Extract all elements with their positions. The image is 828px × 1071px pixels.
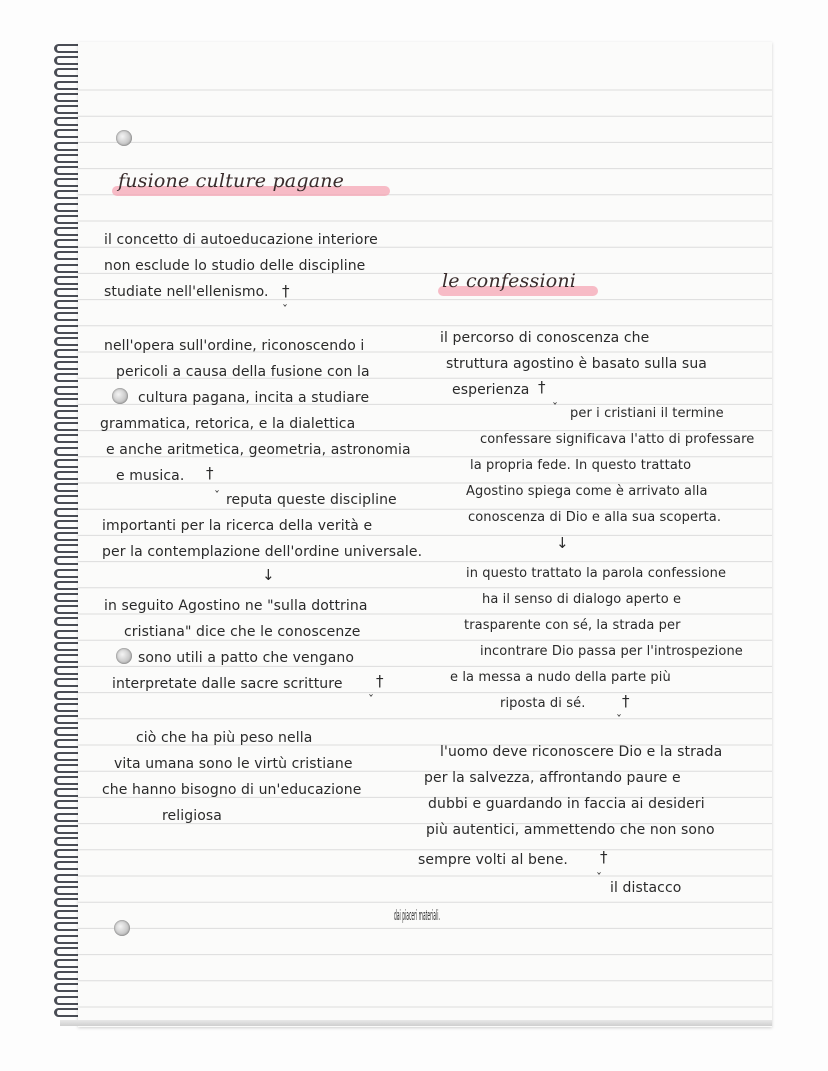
page-bottom-edge (60, 1020, 772, 1026)
left-b2-line-6: e musica. (116, 468, 185, 484)
left-b5-line-4: religiosa (162, 808, 222, 824)
spiral-coil (54, 422, 80, 431)
spiral-coil (54, 434, 80, 443)
spiral-coil (54, 983, 80, 992)
spiral-coil (54, 459, 80, 468)
spiral-coil (54, 764, 80, 773)
spiral-coil (54, 617, 80, 626)
spiral-coil (54, 361, 80, 370)
spiral-coil (54, 190, 80, 199)
spiral-coil (54, 337, 80, 346)
arrow-down-mark: ↓ (262, 566, 275, 584)
spiral-coil (54, 788, 80, 797)
arrow-mark: ˇ (282, 303, 288, 317)
right-b4-line-1: l'uomo deve riconoscere Dio e la strada (440, 744, 723, 760)
spiral-coil (54, 825, 80, 834)
left-b4-line-3: sono utili a patto che vengano (138, 650, 355, 666)
spiral-coil (54, 605, 80, 614)
spiral-coil (54, 520, 80, 529)
spiral-coil (54, 849, 80, 858)
spiral-coil (54, 471, 80, 480)
dagger-mark: † (622, 692, 630, 710)
right-title: le confessioni (442, 270, 577, 292)
spiral-coil (54, 508, 80, 517)
spiral-coil (54, 142, 80, 151)
right-b4-line-2: per la salvezza, affrontando paure e (424, 770, 681, 786)
right-b3-line-6: riposta di sé. (500, 696, 586, 711)
spiral-coil (54, 752, 80, 761)
spiral-coil (54, 532, 80, 541)
right-b2-line-3: la propria fede. In questo trattato (470, 458, 692, 473)
spiral-coil (54, 678, 80, 687)
left-b1-line-3: studiate nell'ellenismo. (104, 284, 269, 300)
arrow-mark: ˇ (616, 713, 622, 727)
spiral-coil (54, 898, 80, 907)
spiral-coil (54, 300, 80, 309)
spiral-coil (54, 593, 80, 602)
dagger-mark: † (282, 282, 290, 300)
spiral-coil (54, 447, 80, 456)
spiral-coil (54, 264, 80, 273)
right-b3-line-1: in questo trattato la parola confessione (466, 566, 727, 581)
spiral-coil (54, 1008, 80, 1017)
spiral-coil (54, 349, 80, 358)
spiral-coil (54, 227, 80, 236)
left-b1-line-2: non esclude lo studio delle discipline (104, 258, 366, 274)
right-b3-line-5: e la messa a nudo della parte più (450, 670, 671, 685)
right-b2-line-5: conoscenza di Dio e alla sua scoperta. (468, 510, 722, 525)
spiral-coil (54, 666, 80, 675)
arrow-down-mark: ↓ (556, 534, 569, 552)
right-b2-line-1: per i cristiani il termine (570, 406, 724, 421)
spiral-coil (54, 544, 80, 553)
left-b4-line-1: in seguito Agostino ne "sulla dottrina (104, 598, 368, 614)
right-b3-line-4: incontrare Dio passa per l'introspezione (480, 644, 743, 659)
left-b2-line-3: cultura pagana, incita a studiare (138, 390, 370, 406)
spiral-coil (54, 93, 80, 102)
left-b2-line-5: e anche aritmetica, geometria, astronomia (106, 442, 411, 458)
right-b4-line-4: più autentici, ammettendo che non sono (426, 822, 715, 838)
spiral-coil (54, 495, 80, 504)
spiral-coil (54, 569, 80, 578)
spiral-coil (54, 727, 80, 736)
spiral-coil (54, 251, 80, 260)
spiral-coil (54, 556, 80, 565)
spiral-coil (54, 739, 80, 748)
right-b1-line-1: il percorso di conoscenza che (440, 330, 650, 346)
spiral-coil (54, 886, 80, 895)
left-b5-line-2: vita umana sono le virtù cristiane (114, 756, 353, 772)
spiral-coil (54, 44, 80, 53)
arrow-mark: ˇ (552, 401, 558, 415)
spiral-coil (54, 398, 80, 407)
arrow-mark: ˇ (214, 489, 220, 503)
left-b2-line-1: nell'opera sull'ordine, riconoscendo i (104, 338, 365, 354)
spiral-coil (54, 691, 80, 700)
left-b4-line-4: interpretate dalle sacre scritture (112, 676, 343, 692)
arrow-mark: ˇ (368, 693, 374, 707)
left-b5-line-1: ciò che ha più peso nella (136, 730, 313, 746)
spiral-coil (54, 996, 80, 1005)
spiral-coil (54, 129, 80, 138)
spiral-coil (54, 837, 80, 846)
spiral-coil (54, 947, 80, 956)
spiral-coil (54, 203, 80, 212)
spiral-coil (54, 239, 80, 248)
punch-hole-mid-2 (116, 648, 132, 664)
spiral-coil (54, 703, 80, 712)
spiral-coil (54, 483, 80, 492)
left-b5-line-3: che hanno bisogno di un'educazione (102, 782, 362, 798)
left-b3-line-1: reputa queste discipline (226, 492, 397, 508)
right-b2-line-2: confessare significava l'atto di professare (480, 432, 755, 447)
spiral-coil (54, 276, 80, 285)
punch-hole-bottom (114, 920, 130, 936)
spiral-coil (54, 117, 80, 126)
spiral-coil (54, 959, 80, 968)
spiral-coil (54, 386, 80, 395)
spiral-coil (54, 312, 80, 321)
spiral-coil (54, 373, 80, 382)
spiral-coil (54, 178, 80, 187)
spiral-coil (54, 105, 80, 114)
right-b5-line-2: dai piaceri materiali. (394, 908, 440, 924)
spiral-coil (54, 81, 80, 90)
right-b3-line-2: ha il senso di dialogo aperto e (482, 592, 682, 607)
spiral-coil (54, 800, 80, 809)
spiral-coil (54, 410, 80, 419)
right-b1-line-2: struttura agostino è basato sulla sua (446, 356, 707, 372)
left-b2-line-2: pericoli a causa della fusione con la (116, 364, 370, 380)
right-b2-line-4: Agostino spiega come è arrivato alla (466, 484, 708, 499)
spiral-coil (54, 68, 80, 77)
spiral-coil (54, 154, 80, 163)
punch-hole-top (116, 130, 132, 146)
right-b5-line-1: il distacco (610, 880, 682, 896)
spiral-coil (54, 910, 80, 919)
spiral-coil (54, 166, 80, 175)
spiral-coil (54, 581, 80, 590)
spiral-coil (54, 874, 80, 883)
spiral-coil (54, 642, 80, 651)
dagger-mark: † (600, 848, 608, 866)
spiral-coil (54, 654, 80, 663)
spiral-coil (54, 813, 80, 822)
spiral-coil (54, 971, 80, 980)
spiral-coil (54, 325, 80, 334)
spiral-coil (54, 776, 80, 785)
spiral-coil (54, 288, 80, 297)
spiral-coil (54, 215, 80, 224)
arrow-mark: ˇ (596, 871, 602, 885)
left-b1-line-1: il concetto di autoeducazione interiore (104, 232, 378, 248)
left-b2-line-4: grammatica, retorica, e la dialettica (100, 416, 356, 432)
spiral-coil (54, 935, 80, 944)
spiral-coil (54, 56, 80, 65)
dagger-mark: † (538, 378, 546, 396)
left-b4-line-2: cristiana" dice che le conoscenze (124, 624, 361, 640)
spiral-coil (54, 922, 80, 931)
right-b1-line-3: esperienza (452, 382, 530, 398)
right-b3-line-3: trasparente con sé, la strada per (464, 618, 681, 633)
punch-hole-mid-1 (112, 388, 128, 404)
spiral-coil (54, 861, 80, 870)
left-b3-line-2: importanti per la ricerca della verità e (102, 518, 373, 534)
right-b4-line-3: dubbi e guardando in faccia ai desideri (428, 796, 705, 812)
spiral-coil (54, 630, 80, 639)
dagger-mark: † (206, 464, 214, 482)
spiral-coil (54, 715, 80, 724)
right-b4-line-5: sempre volti al bene. (418, 852, 568, 868)
left-b3-line-3: per la contemplazione dell'ordine universale. (102, 544, 423, 560)
dagger-mark: † (376, 672, 384, 690)
left-title: fusione culture pagane (118, 170, 345, 192)
